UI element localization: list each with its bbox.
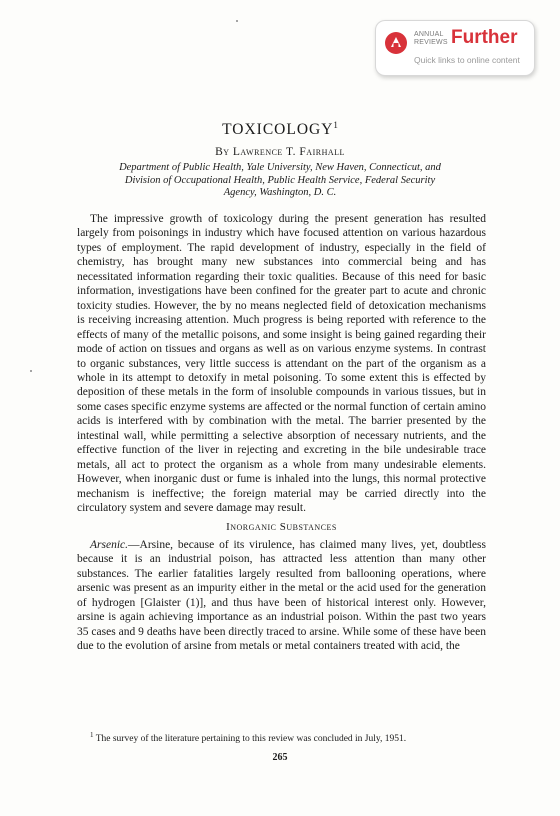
intro-paragraph: The impressive growth of toxicology during the present generation has resulted largely from poisonings in industry which have focused attention on various hazardous types of employment. The rapid development of industry, especially in the field of chemistry, has brought many new substances into commercial being and has necessitated information regarding their toxic qualities. Because of this need for basic information, investigations have been confined for the greater part to acute and chronic toxicity studies. However, the by no means neglected field of detoxication mechanisms is receiving increasing attention. Much progress is being reported with reference to the effects of many of the metallic poisons, and some insight is being gained regarding their mode of action on tissues and organs as well as on various enzyme systems. In contrast to organic substances, very little success is attendant on the part of the organism as a whole in its attempt to detoxify in metal poisoning. To some extent this is effected by deposition of these metals in the form of insoluble compounds in various tissues, but in some cases specific enzyme systems are affected or the normal function of certain amino acids is interfered with by combination with the metal. The barrier presented by the intestinal wall, while permitting a selective absorption of necessary nutrients, and the effective function of the liver in rejecting and excreting in the bile undesirable trace metals, all act to protect the organism as a whole from many undesirable elements. However, when inorganic dust or fume is inhaled into the lungs, this normal protective mechanism is ineffective; the foreign material may be carried directly into the circulatory system and severe damage may result. (77, 213, 486, 515)
author-affiliation: Department of Public Health, Yale University, New Haven, Connecticut, and Division of Occupational Health, Public Health Service, Federal Security Agency, Washington, D. C. (119, 162, 441, 198)
speck (30, 370, 32, 372)
section-heading: Inorganic Substances (226, 520, 337, 533)
speck (236, 20, 238, 22)
further-badge[interactable] (375, 20, 535, 76)
annual-reviews-logo-icon (384, 31, 408, 55)
arsenic-paragraph: Arsenic.—Arsine, because of its virulence, has claimed many lives, yet, doubtless because it is an industrial poison, has attracted less attention than many other substances. The earlier fatalities largely resulted from ballooning operations, where arsenic was present as an impurity either in the metal or the acid used for the generation of hydrogen [Glaister (1)], and thus have been of historical interest only. However, arsine is again achieving importance as an industrial poison. Within the past two years 35 cases and 9 deaths have been directly traced to arsine. While some of these have been due to the evolution of arsine from metals or metal containers treated with acid, the (77, 538, 486, 653)
further-label: Further (451, 27, 518, 48)
article-body (77, 212, 486, 654)
footnote: $^1$ The survey of the literature pertaining to this review was concluded in July, 1951. (90, 731, 407, 745)
footnote-mark: 1 (90, 731, 94, 739)
article-title: TOXICOLOGY$^1$ (222, 120, 338, 139)
paragraph-lead: Arsenic. (90, 538, 129, 551)
badge-tagline: Quick links to online content (414, 55, 520, 65)
author-byline: By Lawrence T. Fairhall (215, 146, 345, 158)
page-number: 265 (272, 752, 288, 763)
publisher-name: ANNUAL REVIEWS (414, 31, 448, 46)
title-footnote-mark: 1 (333, 120, 338, 130)
